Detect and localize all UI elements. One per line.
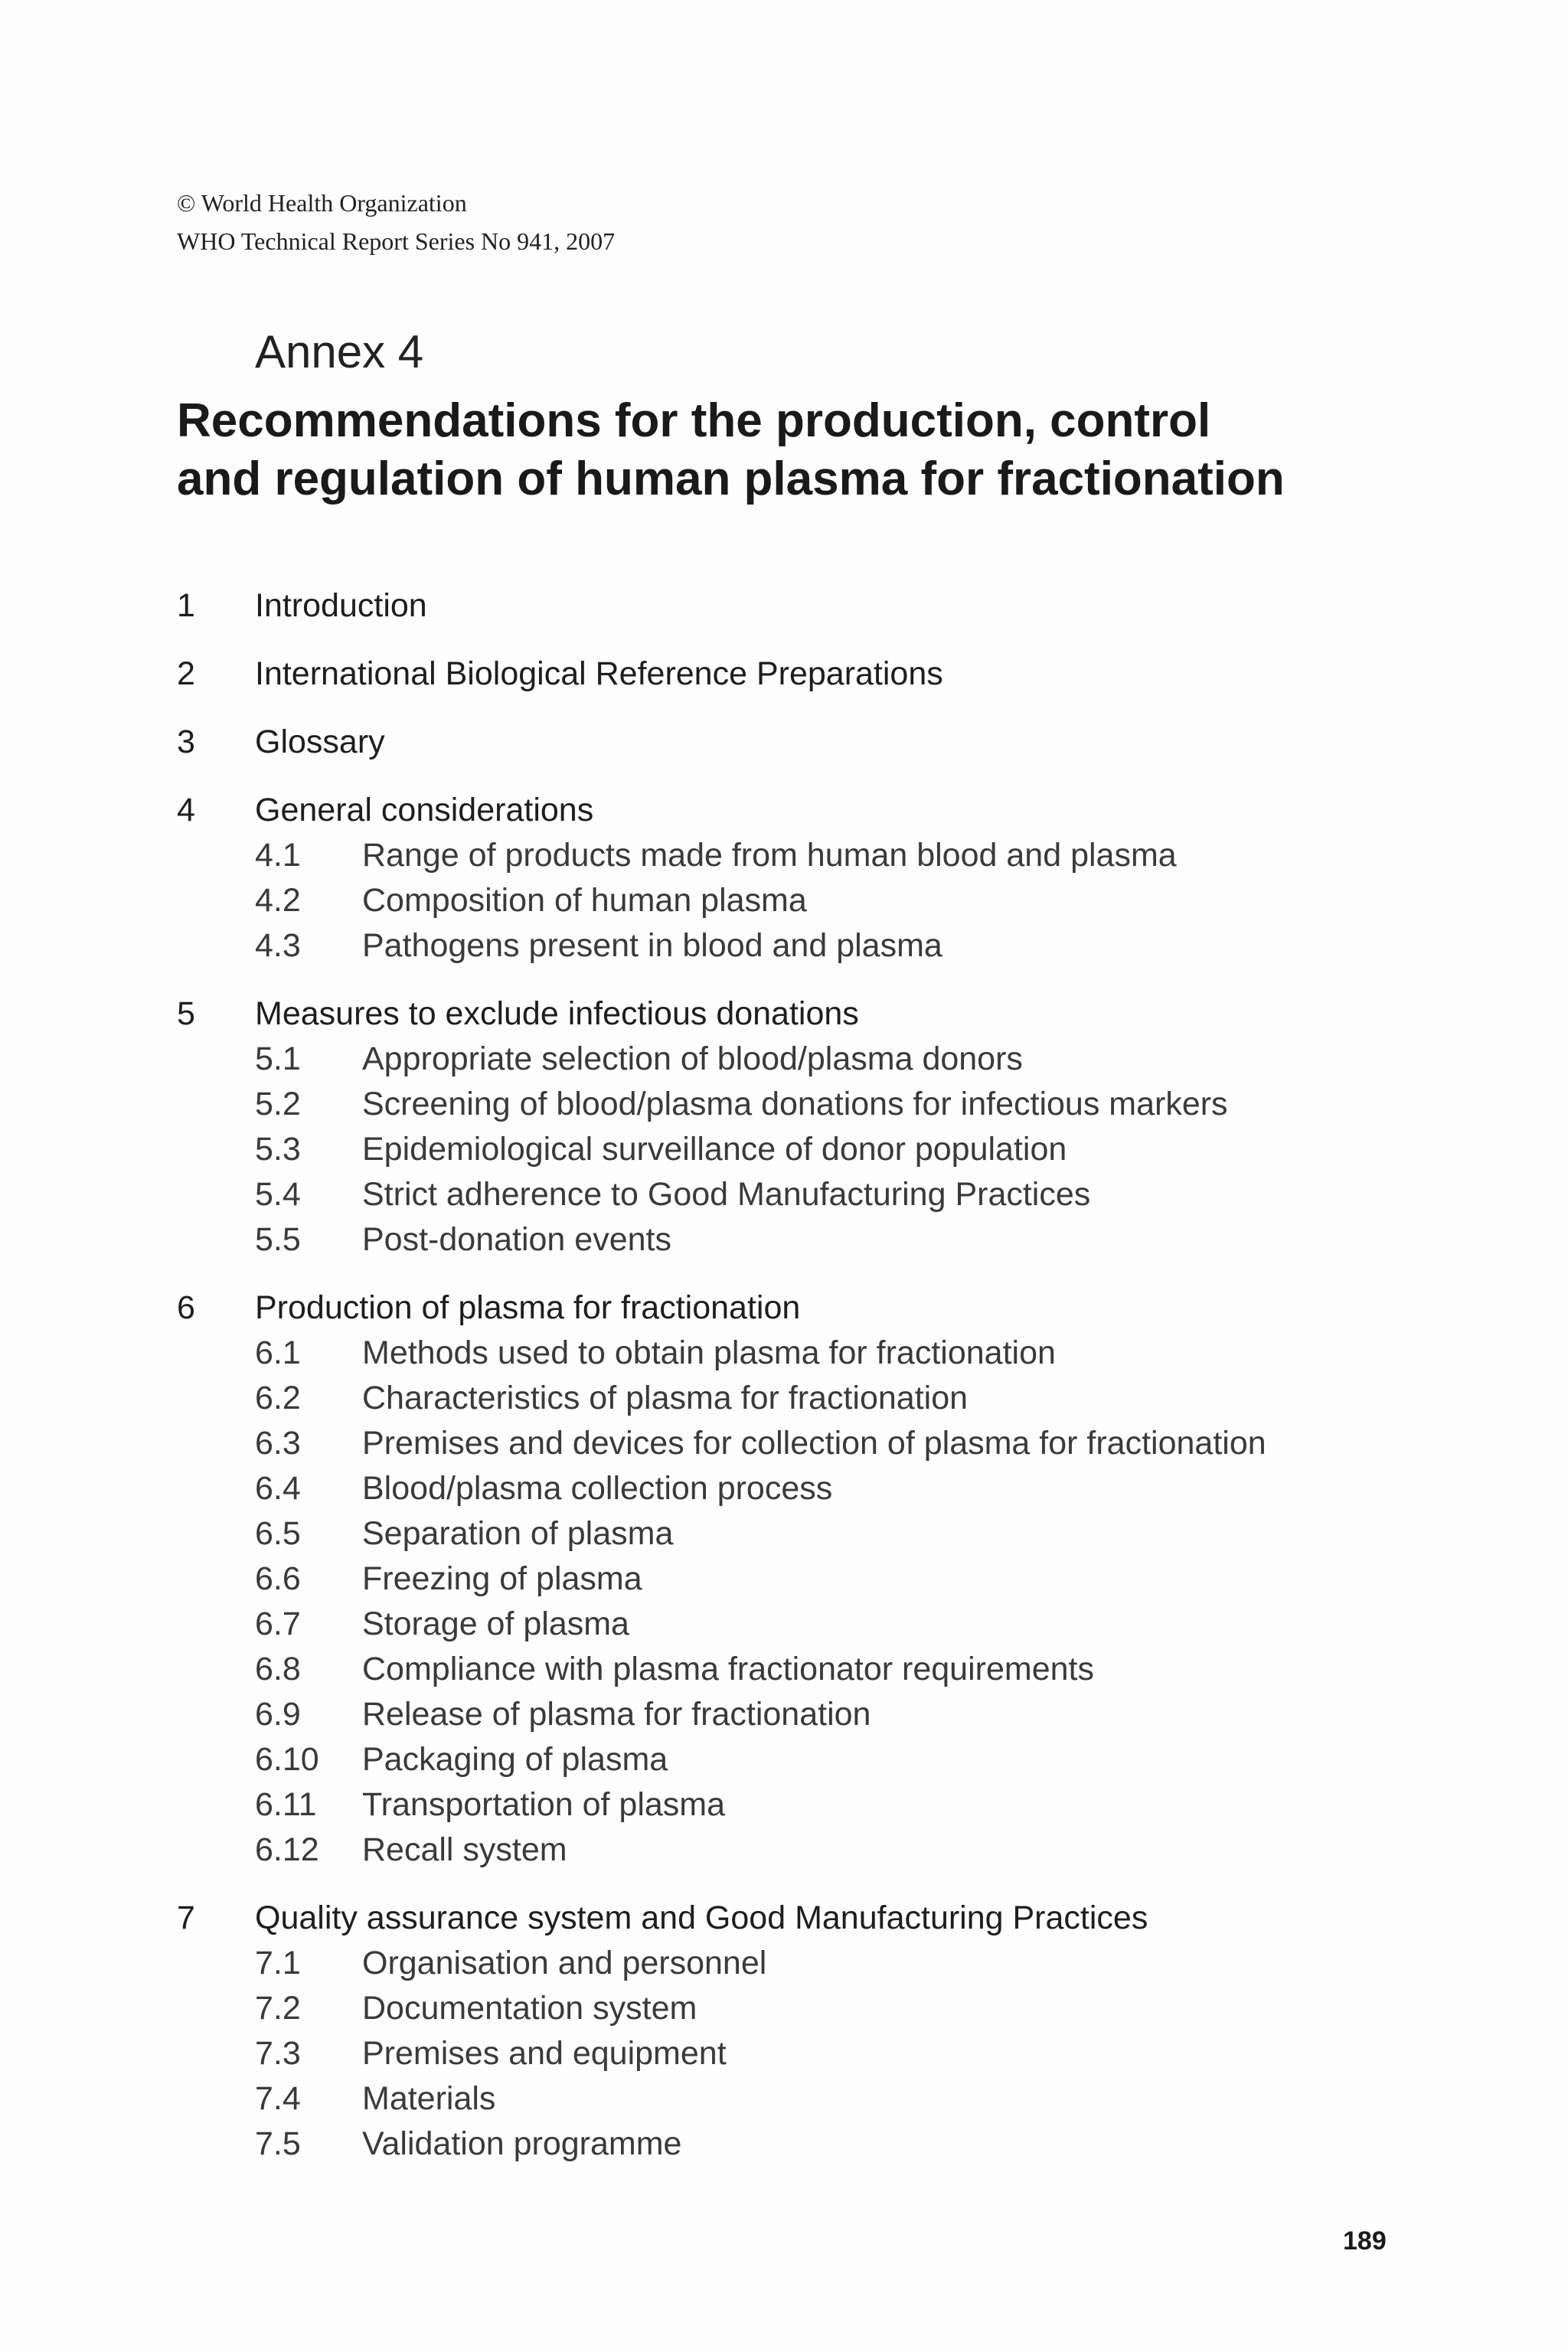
toc-subsection[interactable] (177, 833, 1402, 878)
toc-subsection[interactable] (177, 1421, 1402, 1466)
toc-subsection[interactable] (177, 1331, 1402, 1376)
toc-section (177, 1896, 1402, 2167)
toc-subsection[interactable] (177, 878, 1402, 923)
copyright-line: © World Health Organization (177, 189, 467, 217)
toc-subsection[interactable] (177, 2122, 1402, 2167)
toc-subsection-title: Documentation system (362, 1990, 697, 2027)
annex-title-line-1: Recommendations for the production, control (177, 394, 1211, 447)
toc-subsection-number: 5.1 (255, 1040, 301, 1077)
toc-subsection[interactable] (177, 1647, 1402, 1692)
toc-subsection[interactable] (177, 1217, 1402, 1263)
toc-subsection[interactable] (177, 1376, 1402, 1421)
toc-subsection-number: 6.8 (255, 1651, 301, 1687)
toc-subsection-title: Transportation of plasma (362, 1786, 726, 1823)
toc-subsection-title: Methods used to obtain plasma for fractionation (362, 1334, 1056, 1371)
toc-subsection-title: Blood/plasma collection process (362, 1470, 833, 1507)
toc-subsection[interactable] (177, 1511, 1402, 1557)
toc-subsection[interactable] (177, 1941, 1402, 1986)
toc-subsection[interactable] (177, 2076, 1402, 2122)
toc-subsection-number: 4.2 (255, 882, 301, 919)
toc-subsection-number: 5.3 (255, 1131, 301, 1168)
toc-section (177, 788, 1402, 969)
toc-section-heading[interactable] (177, 1285, 1402, 1331)
toc-section (177, 720, 1402, 765)
toc-subsection-title: Materials (362, 2080, 496, 2117)
toc-section (177, 652, 1402, 697)
toc-section-title: International Biological Reference Preparations (255, 655, 943, 692)
toc-subsection-title: Compliance with plasma fractionator requirements (362, 1651, 1094, 1687)
toc-subsection-number: 6.4 (255, 1470, 301, 1507)
toc-subsection-number: 7.3 (255, 2035, 301, 2072)
copyright-block (177, 184, 615, 260)
toc-subsection[interactable] (177, 1828, 1402, 1873)
toc-subsection-title: Validation programme (362, 2125, 682, 2162)
toc-subsection-number: 7.1 (255, 1945, 301, 1981)
toc-subsection[interactable] (177, 1466, 1402, 1511)
annex-title-line-2: and regulation of human plasma for fractionation (177, 452, 1285, 505)
toc-subsection-number: 4.3 (255, 927, 301, 964)
toc-subsection-number: 6.11 (255, 1786, 317, 1823)
toc-section-heading[interactable] (177, 720, 1402, 765)
toc-subsection[interactable] (177, 1782, 1402, 1828)
toc-section-number: 5 (177, 995, 195, 1032)
toc-subsection-title: Storage of plasma (362, 1606, 629, 1642)
toc-subsection-number: 7.2 (255, 1990, 301, 2027)
toc-subsection[interactable] (177, 2031, 1402, 2076)
toc-subsection-number: 7.5 (255, 2125, 301, 2162)
toc-section-title: Introduction (255, 587, 427, 624)
toc-subsection-title: Packaging of plasma (362, 1741, 668, 1778)
toc-subsection[interactable] (177, 923, 1402, 969)
annex-title (177, 392, 1440, 508)
toc-subsection-title: Premises and devices for collection of plasma for fractionation (362, 1425, 1266, 1462)
toc-subsection[interactable] (177, 1037, 1402, 1082)
toc-section-heading[interactable] (177, 583, 1402, 629)
table-of-contents (177, 583, 1402, 2190)
toc-subsection-title: Premises and equipment (362, 2035, 727, 2072)
toc-subsection-number: 5.4 (255, 1176, 301, 1213)
toc-section-number: 3 (177, 724, 195, 760)
toc-section-number: 7 (177, 1900, 195, 1936)
toc-subsection-number: 6.2 (255, 1380, 301, 1416)
toc-subsection[interactable] (177, 1082, 1402, 1127)
toc-subsection-title: Recall system (362, 1831, 567, 1868)
toc-subsection[interactable] (177, 1692, 1402, 1737)
toc-section-title: General considerations (255, 792, 594, 828)
toc-subsection[interactable] (177, 1127, 1402, 1172)
toc-subsection-title: Strict adherence to Good Manufacturing Practices (362, 1176, 1091, 1213)
toc-subsection-title: Characteristics of plasma for fractionation (362, 1380, 969, 1416)
toc-subsection-number: 5.5 (255, 1221, 301, 1258)
toc-subsection[interactable] (177, 1986, 1402, 2031)
toc-subsection-number: 7.4 (255, 2080, 301, 2117)
toc-section-title: Glossary (255, 724, 385, 760)
toc-subsection-number: 6.5 (255, 1515, 301, 1552)
toc-section (177, 991, 1402, 1263)
series-line: WHO Technical Report Series No 941, 2007 (177, 227, 616, 255)
toc-subsection[interactable] (177, 1557, 1402, 1602)
toc-section-number: 6 (177, 1289, 195, 1326)
toc-subsection-number: 6.1 (255, 1334, 301, 1371)
toc-subsection-title: Composition of human plasma (362, 882, 807, 919)
toc-subsection-number: 6.6 (255, 1560, 301, 1597)
toc-subsection-number: 5.2 (255, 1086, 301, 1122)
toc-subsection-title: Screening of blood/plasma donations for infectious markers (362, 1086, 1228, 1122)
toc-subsection-title: Appropriate selection of blood/plasma donors (362, 1040, 1023, 1077)
toc-section-number: 1 (177, 587, 195, 624)
toc-subsection[interactable] (177, 1602, 1402, 1647)
toc-subsection-title: Organisation and personnel (362, 1945, 767, 1981)
toc-section-title: Measures to exclude infectious donations (255, 995, 859, 1032)
toc-subsection-title: Epidemiological surveillance of donor population (362, 1131, 1067, 1168)
toc-subsection-title: Release of plasma for fractionation (362, 1696, 871, 1733)
toc-section (177, 583, 1402, 629)
toc-section (177, 1285, 1402, 1873)
toc-subsection-title: Pathogens present in blood and plasma (362, 927, 942, 964)
toc-subsection-number: 6.12 (255, 1831, 319, 1868)
toc-subsection-number: 6.10 (255, 1741, 319, 1778)
toc-subsection-title: Freezing of plasma (362, 1560, 642, 1597)
toc-section-heading[interactable] (177, 991, 1402, 1037)
toc-subsection-number: 6.3 (255, 1425, 301, 1462)
annex-label: Annex 4 (255, 326, 424, 377)
toc-section-heading[interactable] (177, 788, 1402, 833)
toc-subsection-title: Post-donation events (362, 1221, 671, 1258)
toc-section-heading[interactable] (177, 652, 1402, 697)
toc-section-number: 4 (177, 792, 195, 828)
page-number: 189 (1343, 2226, 1387, 2256)
toc-subsection-number: 4.1 (255, 837, 301, 874)
toc-section-number: 2 (177, 655, 195, 692)
toc-subsection-title: Separation of plasma (362, 1515, 674, 1552)
toc-section-heading[interactable] (177, 1896, 1402, 1941)
toc-subsection-title: Range of products made from human blood and plasma (362, 837, 1177, 874)
toc-section-title: Quality assurance system and Good Manufacturing Practices (255, 1900, 1148, 1936)
toc-subsection[interactable] (177, 1172, 1402, 1217)
toc-section-title: Production of plasma for fractionation (255, 1289, 801, 1326)
toc-subsection[interactable] (177, 1737, 1402, 1782)
toc-subsection-number: 6.9 (255, 1696, 301, 1733)
toc-subsection-number: 6.7 (255, 1606, 301, 1642)
